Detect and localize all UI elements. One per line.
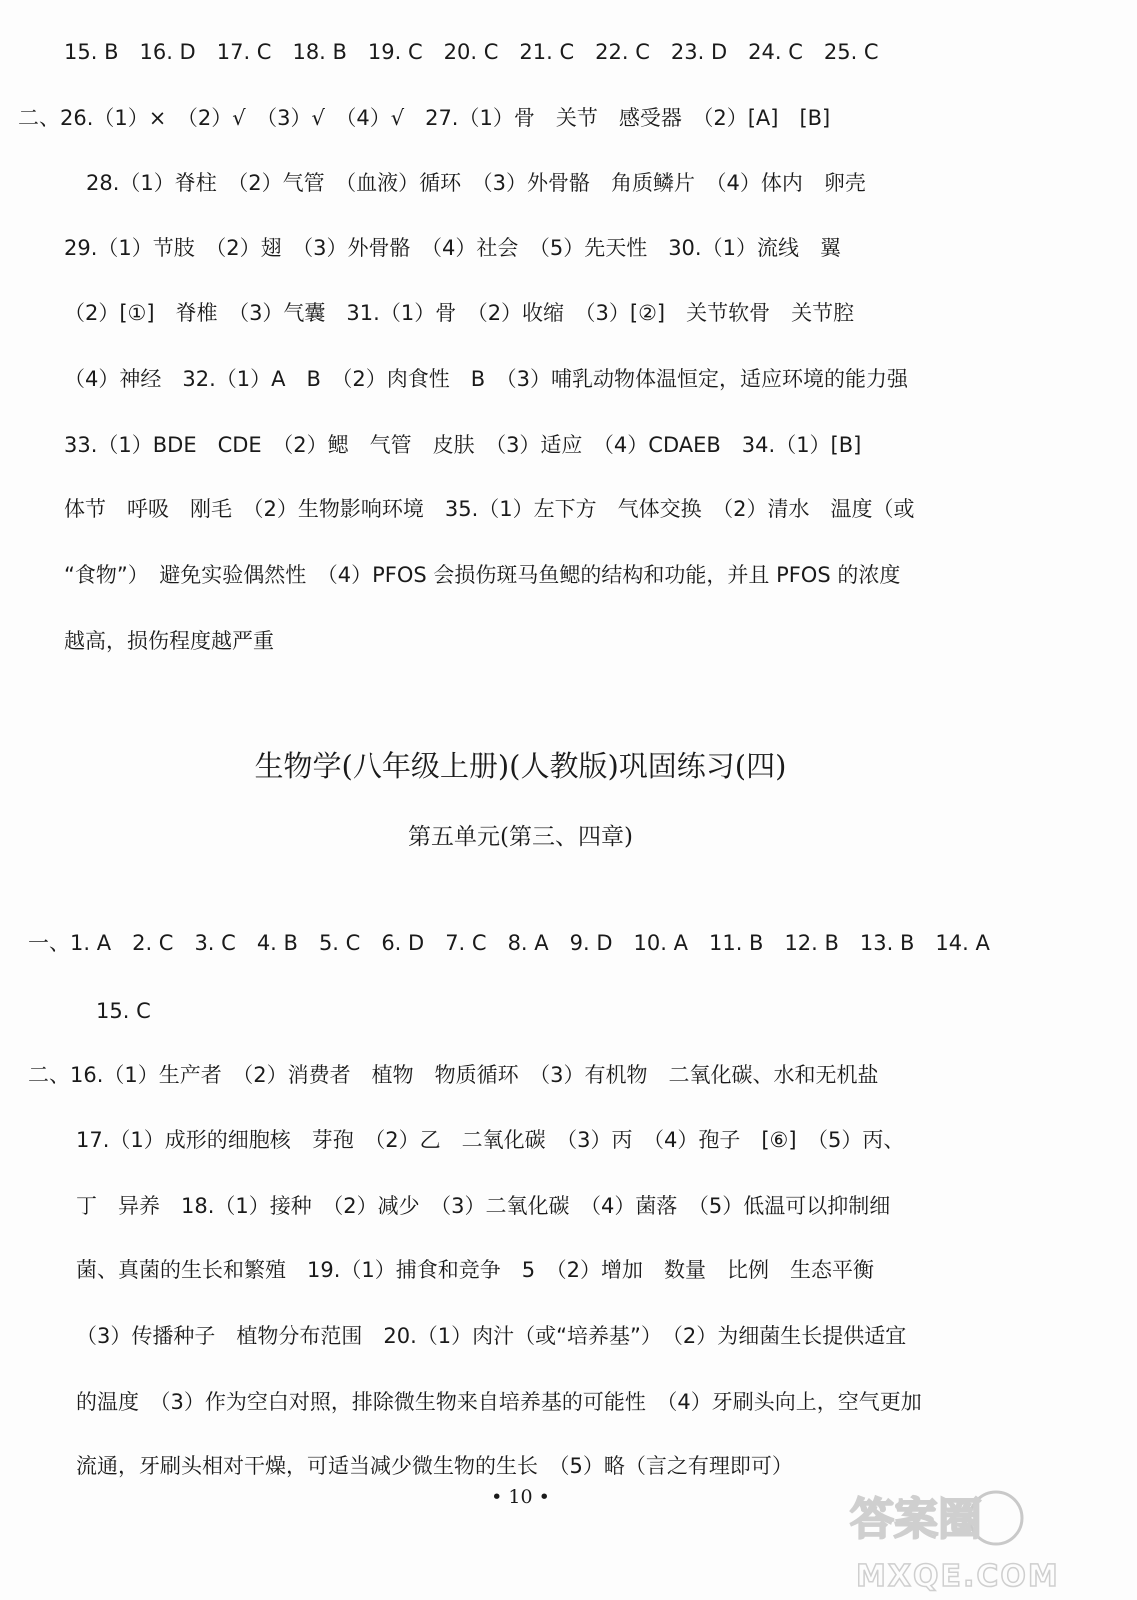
answer-line: 一、1. A 2. C 3. C 4. B 5. C 6. D 7. C 8. A 9. D 10. A 11. B 12. B 13. B 14. A	[28, 931, 990, 955]
page-subtitle: 第五单元(第三、四章)	[408, 824, 633, 850]
answer-line: 17.（1）成形的细胞核 芽孢 （2）乙 二氧化碳 （3）丙 （4）孢子 [⑥] （5）丙、	[76, 1128, 905, 1152]
answer-line: 33.（1）BDE CDE （2）鳃 气管 皮肤 （3）适应 （4）CDAEB 34.（1）[B]	[64, 433, 862, 457]
answer-line: 28.（1）脊柱 （2）气管 （血液）循环 （3）外骨骼 角质鳞片 （4）体内 卵壳	[86, 171, 866, 195]
answer-line: “食物”） 避免实验偶然性 （4）PFOS 会损伤斑马鱼鳃的结构和功能，并且 PFOS 的浓度	[64, 563, 901, 587]
answer-line: （4）神经 32.（1）A B （2）肉食性 B （3）哺乳动物体温恒定，适应环境的能力强	[64, 367, 909, 391]
answer-line: 29.（1）节肢 （2）翅 （3）外骨骼 （4）社会 （5）先天性 30.（1）流线 翼	[64, 236, 841, 260]
watermark-text: 答案圈	[850, 1494, 982, 1545]
answer-line: 的温度 （3）作为空白对照，排除微生物来自培养基的可能性 （4）牙刷头向上，空气更加	[76, 1390, 922, 1414]
answer-line: 二、26.（1）× （2）√ （3）√ （4）√ 27.（1）骨 关节 感受器 （2）[A] [B]	[18, 106, 831, 130]
watermark-url: MXQE.COM	[856, 1559, 1060, 1594]
page-title: 生物学(八年级上册)(人教版)巩固练习(四)	[254, 749, 787, 783]
answer-line: 丁 异养 18.（1）接种 （2）减少 （3）二氧化碳 （4）菌落 （5）低温可以抑制细	[76, 1194, 891, 1218]
answer-line: 15. B 16. D 17. C 18. B 19. C 20. C 21. C 22. C 23. D 24. C 25. C	[64, 40, 879, 64]
answer-line: 越高，损伤程度越严重	[64, 629, 274, 653]
watermark-logo	[846, 1478, 1060, 1596]
answer-line: （3）传播种子 植物分布范围 20.（1）肉汁（或“培养基”） （2）为细菌生长提供适宜	[76, 1324, 907, 1348]
answer-line: 流通，牙刷头相对干燥，可适当减少微生物的生长 （5）略（言之有理即可）	[76, 1454, 793, 1478]
page-number: • 10 •	[491, 1486, 550, 1508]
answer-line: 二、16.（1）生产者 （2）消费者 植物 物质循环 （3）有机物 二氧化碳、水和无机盐	[28, 1063, 879, 1087]
answer-line: （2）[①] 脊椎 （3）气囊 31.（1）骨 （2）收缩 （3）[②] 关节软骨 关节腔	[64, 301, 855, 325]
answer-line: 体节 呼吸 刚毛 （2）生物影响环境 35.（1）左下方 气体交换 （2）清水 温度（或	[64, 497, 915, 521]
answer-line: 菌、真菌的生长和繁殖 19.（1）捕食和竞争 5 （2）增加 数量 比例 生态平衡	[76, 1258, 874, 1282]
answer-line: 15. C	[96, 999, 151, 1023]
